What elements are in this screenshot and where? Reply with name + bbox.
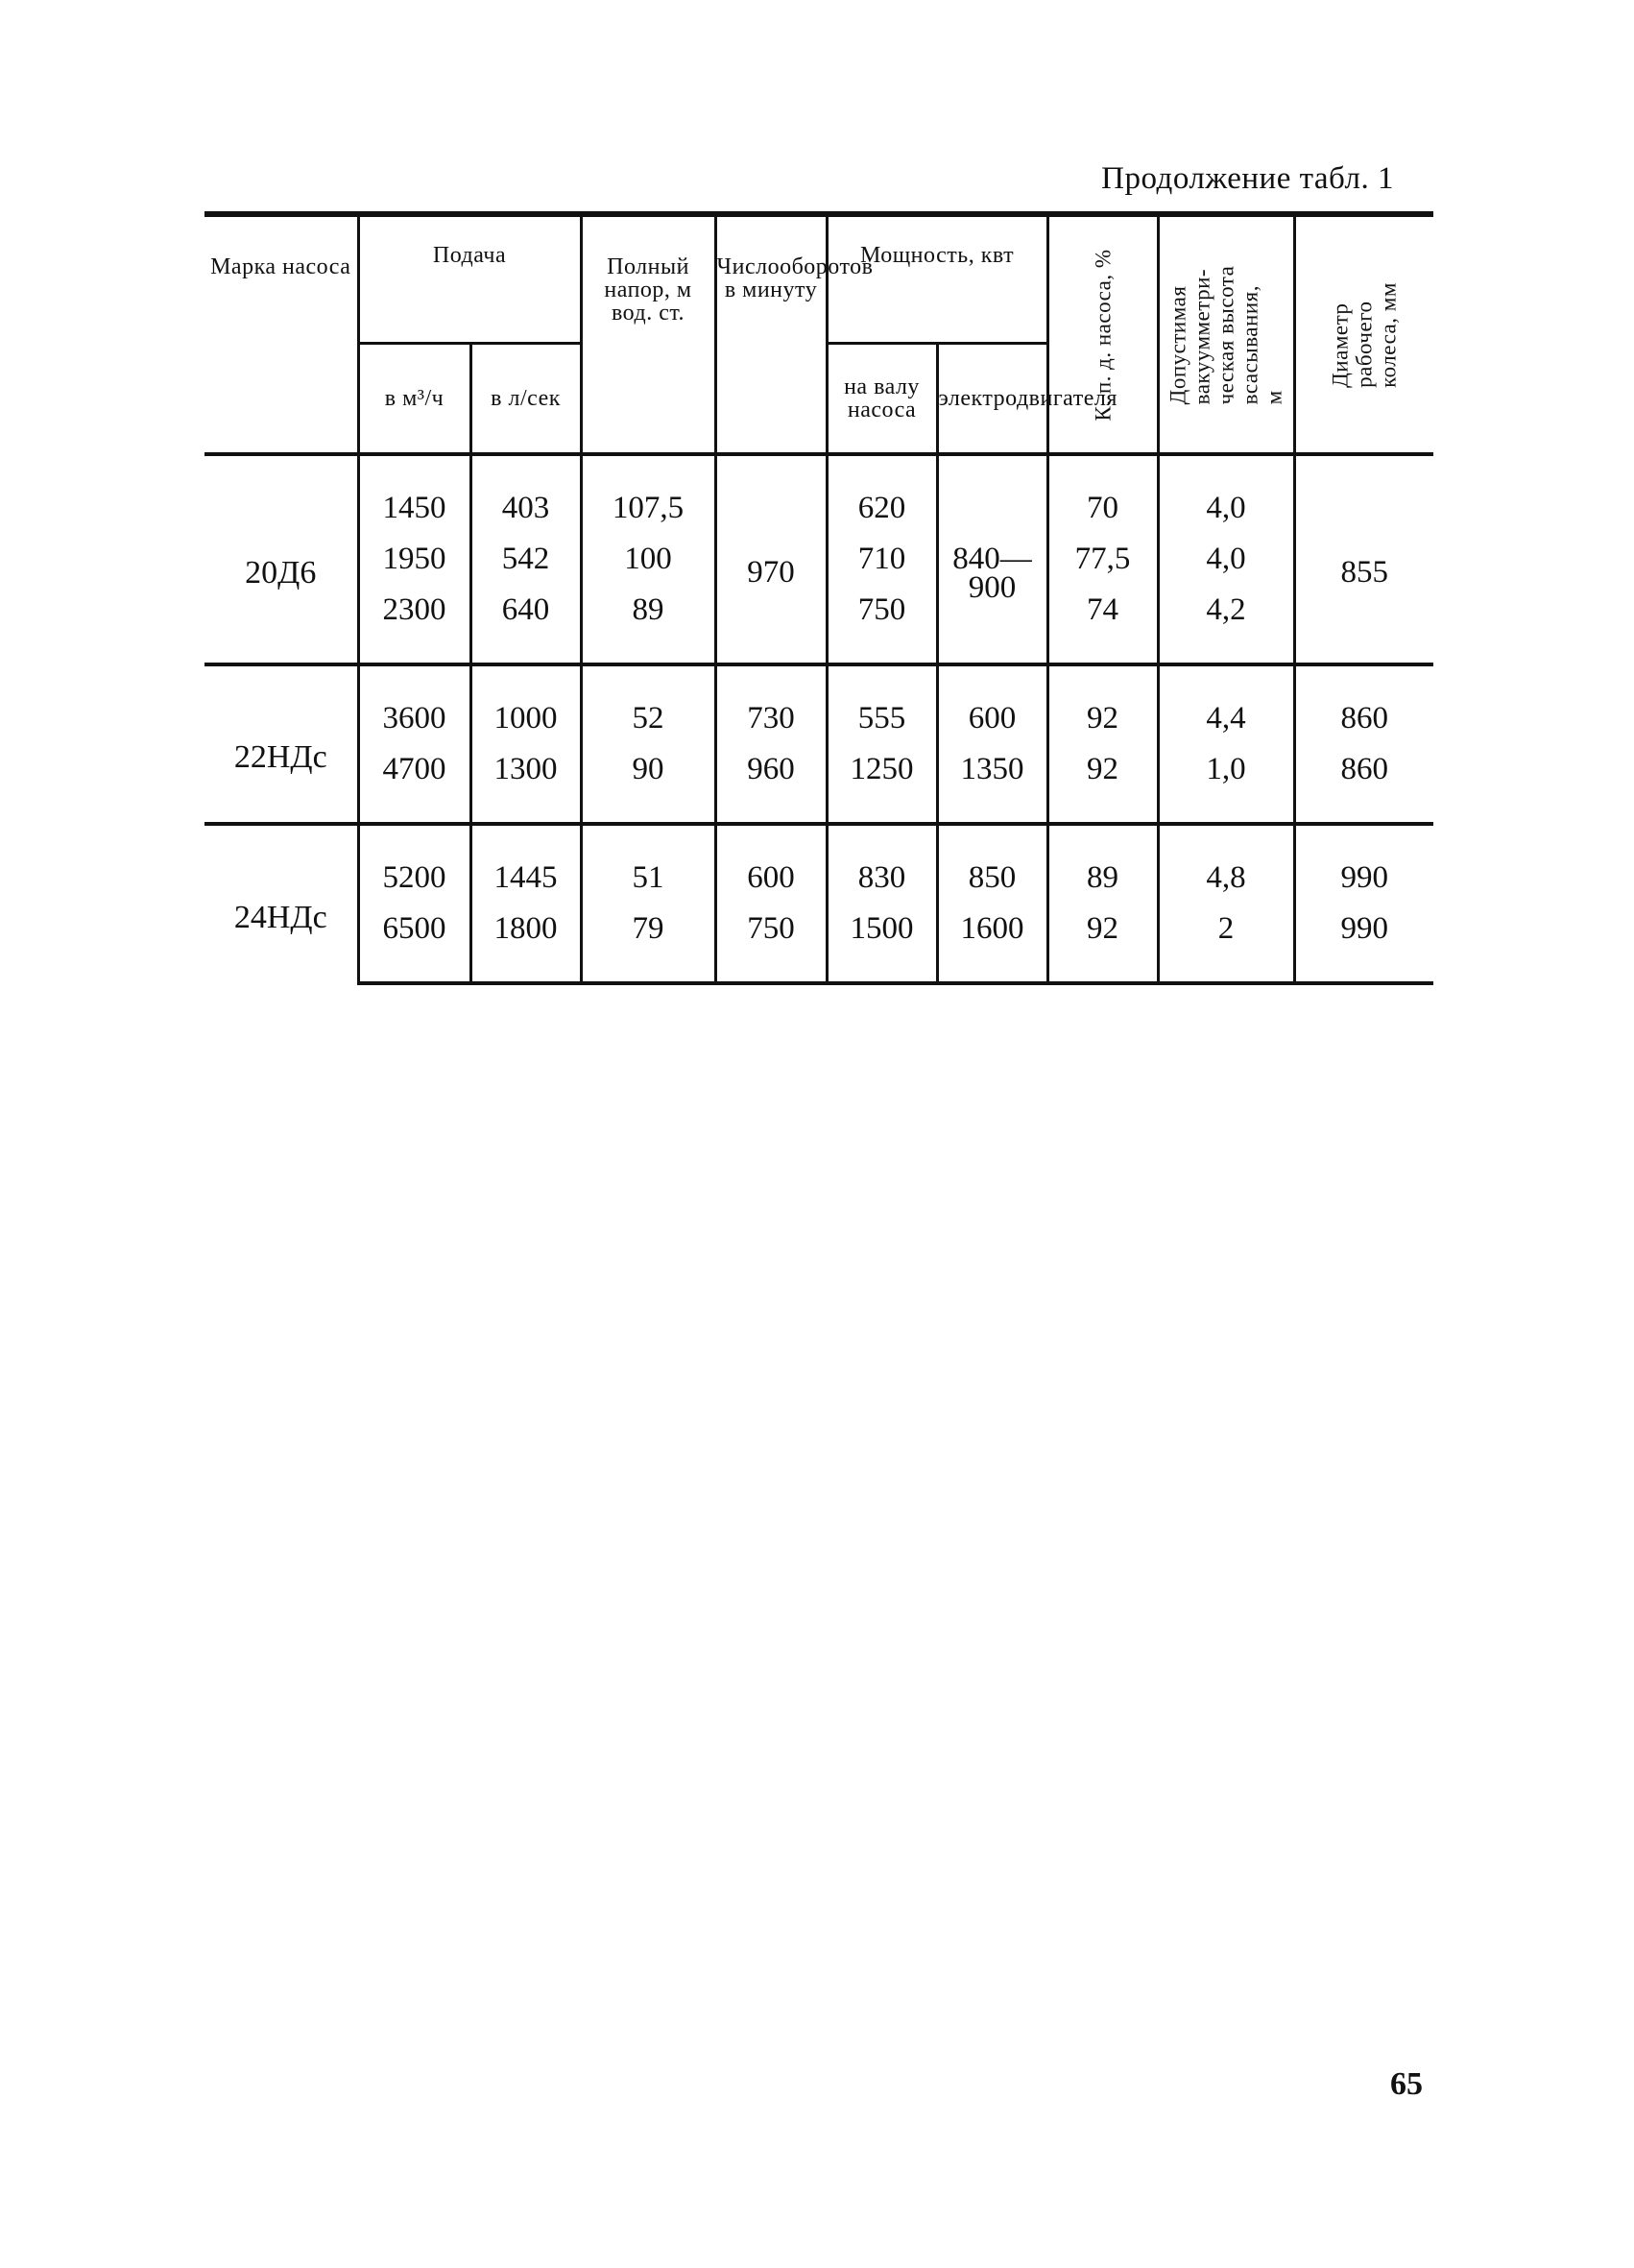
cell-suction: 2: [1158, 904, 1294, 983]
cell-head: 107,5: [581, 454, 715, 534]
header-rpm: Числооборотов в минуту: [715, 214, 827, 454]
cell-ls: 640: [470, 585, 581, 664]
cell-motor: 1600: [937, 904, 1047, 983]
cell-ls: 1000: [470, 664, 581, 744]
cell-suction: 4,0: [1158, 454, 1294, 534]
table-row: [204, 824, 1433, 904]
cell-suction: 4,8: [1158, 824, 1294, 904]
header-efficiency-text: К. п. д. насоса, %: [1091, 248, 1116, 422]
header-feed: Подача: [358, 214, 581, 344]
cell-eff: 70: [1047, 454, 1158, 534]
cell-diameter: 860: [1294, 664, 1433, 744]
header-suction-line2: вакуумметри-: [1189, 268, 1214, 404]
cell-motor: 840—900: [937, 454, 1047, 664]
cell-head: 100: [581, 534, 715, 585]
cell-ls: 542: [470, 534, 581, 585]
header-feed-ls: в л/сек: [470, 344, 581, 455]
header-suction-line3: ческая высота: [1213, 265, 1238, 404]
cell-motor: 1350: [937, 744, 1047, 824]
header-diameter-line3: колеса, мм: [1376, 281, 1401, 388]
cell-ls: 1445: [470, 824, 581, 904]
cell-shaft: 1250: [827, 744, 937, 824]
header-diameter: [1294, 214, 1433, 454]
cell-shaft: 830: [827, 824, 937, 904]
cell-shaft: 1500: [827, 904, 937, 983]
cell-rpm: 960: [715, 744, 827, 824]
cell-shaft: 620: [827, 454, 937, 534]
cell-shaft: 750: [827, 585, 937, 664]
cell-ls: 403: [470, 454, 581, 534]
pump-spec-table: [204, 211, 1433, 985]
cell-m3h: 4700: [358, 744, 470, 824]
cell-rpm: 750: [715, 904, 827, 983]
header-suction-line1: Допустимая: [1165, 285, 1190, 404]
header-power: Мощность, квт: [827, 214, 1047, 344]
cell-m3h: 2300: [358, 585, 470, 664]
cell-rpm: 970: [715, 454, 827, 664]
cell-shaft: 710: [827, 534, 937, 585]
header-model: Марка насоса: [204, 214, 358, 454]
cell-motor: 600: [937, 664, 1047, 744]
header-suction-line5: м: [1262, 389, 1286, 404]
header-feed-m3h: в м³/ч: [358, 344, 470, 455]
cell-diameter: 990: [1294, 904, 1433, 983]
cell-rpm: 600: [715, 824, 827, 904]
cell-head: 79: [581, 904, 715, 983]
table-row: [204, 664, 1433, 744]
cell-head: 52: [581, 664, 715, 744]
cell-head: 89: [581, 585, 715, 664]
cell-m3h: 6500: [358, 904, 470, 983]
header-power-motor: электродвигателя: [937, 344, 1047, 455]
cell-suction: 4,0: [1158, 534, 1294, 585]
cell-diameter: 855: [1294, 454, 1433, 664]
cell-rpm: 730: [715, 664, 827, 744]
cell-suction: 4,2: [1158, 585, 1294, 664]
cell-m3h: 5200: [358, 824, 470, 904]
page-number: 65: [1390, 2066, 1423, 2102]
cell-motor: 850: [937, 824, 1047, 904]
cell-m3h: 1950: [358, 534, 470, 585]
cell-suction: 1,0: [1158, 744, 1294, 824]
header-suction-line4: всасывания,: [1238, 284, 1262, 404]
header-head: Полный напор, м вод. ст.: [581, 214, 715, 454]
cell-eff: 77,5: [1047, 534, 1158, 585]
cell-ls: 1800: [470, 904, 581, 983]
cell-shaft: 555: [827, 664, 937, 744]
model-cell: 22НДс: [204, 664, 358, 824]
model-cell: 24НДс: [204, 824, 358, 983]
table-caption: Продолжение табл. 1: [1101, 161, 1394, 196]
cell-m3h: 1450: [358, 454, 470, 534]
cell-diameter: 860: [1294, 744, 1433, 824]
header-diameter-line2: рабочего: [1352, 300, 1377, 388]
table-row: [204, 454, 1433, 534]
cell-suction: 4,4: [1158, 664, 1294, 744]
cell-ls: 1300: [470, 744, 581, 824]
cell-eff: 92: [1047, 744, 1158, 824]
cell-eff: 89: [1047, 824, 1158, 904]
cell-diameter: 990: [1294, 824, 1433, 904]
cell-eff: 92: [1047, 664, 1158, 744]
header-diameter-line1: Диаметр: [1328, 302, 1353, 388]
cell-m3h: 3600: [358, 664, 470, 744]
cell-head: 51: [581, 824, 715, 904]
model-cell: 20Д6: [245, 554, 317, 591]
table-row: [204, 904, 1433, 983]
cell-eff: 92: [1047, 904, 1158, 983]
table-row: [204, 744, 1433, 824]
cell-head: 90: [581, 744, 715, 824]
header-efficiency: [1047, 214, 1158, 454]
header-power-shaft: на валу насоса: [827, 344, 937, 455]
cell-eff: 74: [1047, 585, 1158, 664]
header-suction: [1158, 214, 1294, 454]
